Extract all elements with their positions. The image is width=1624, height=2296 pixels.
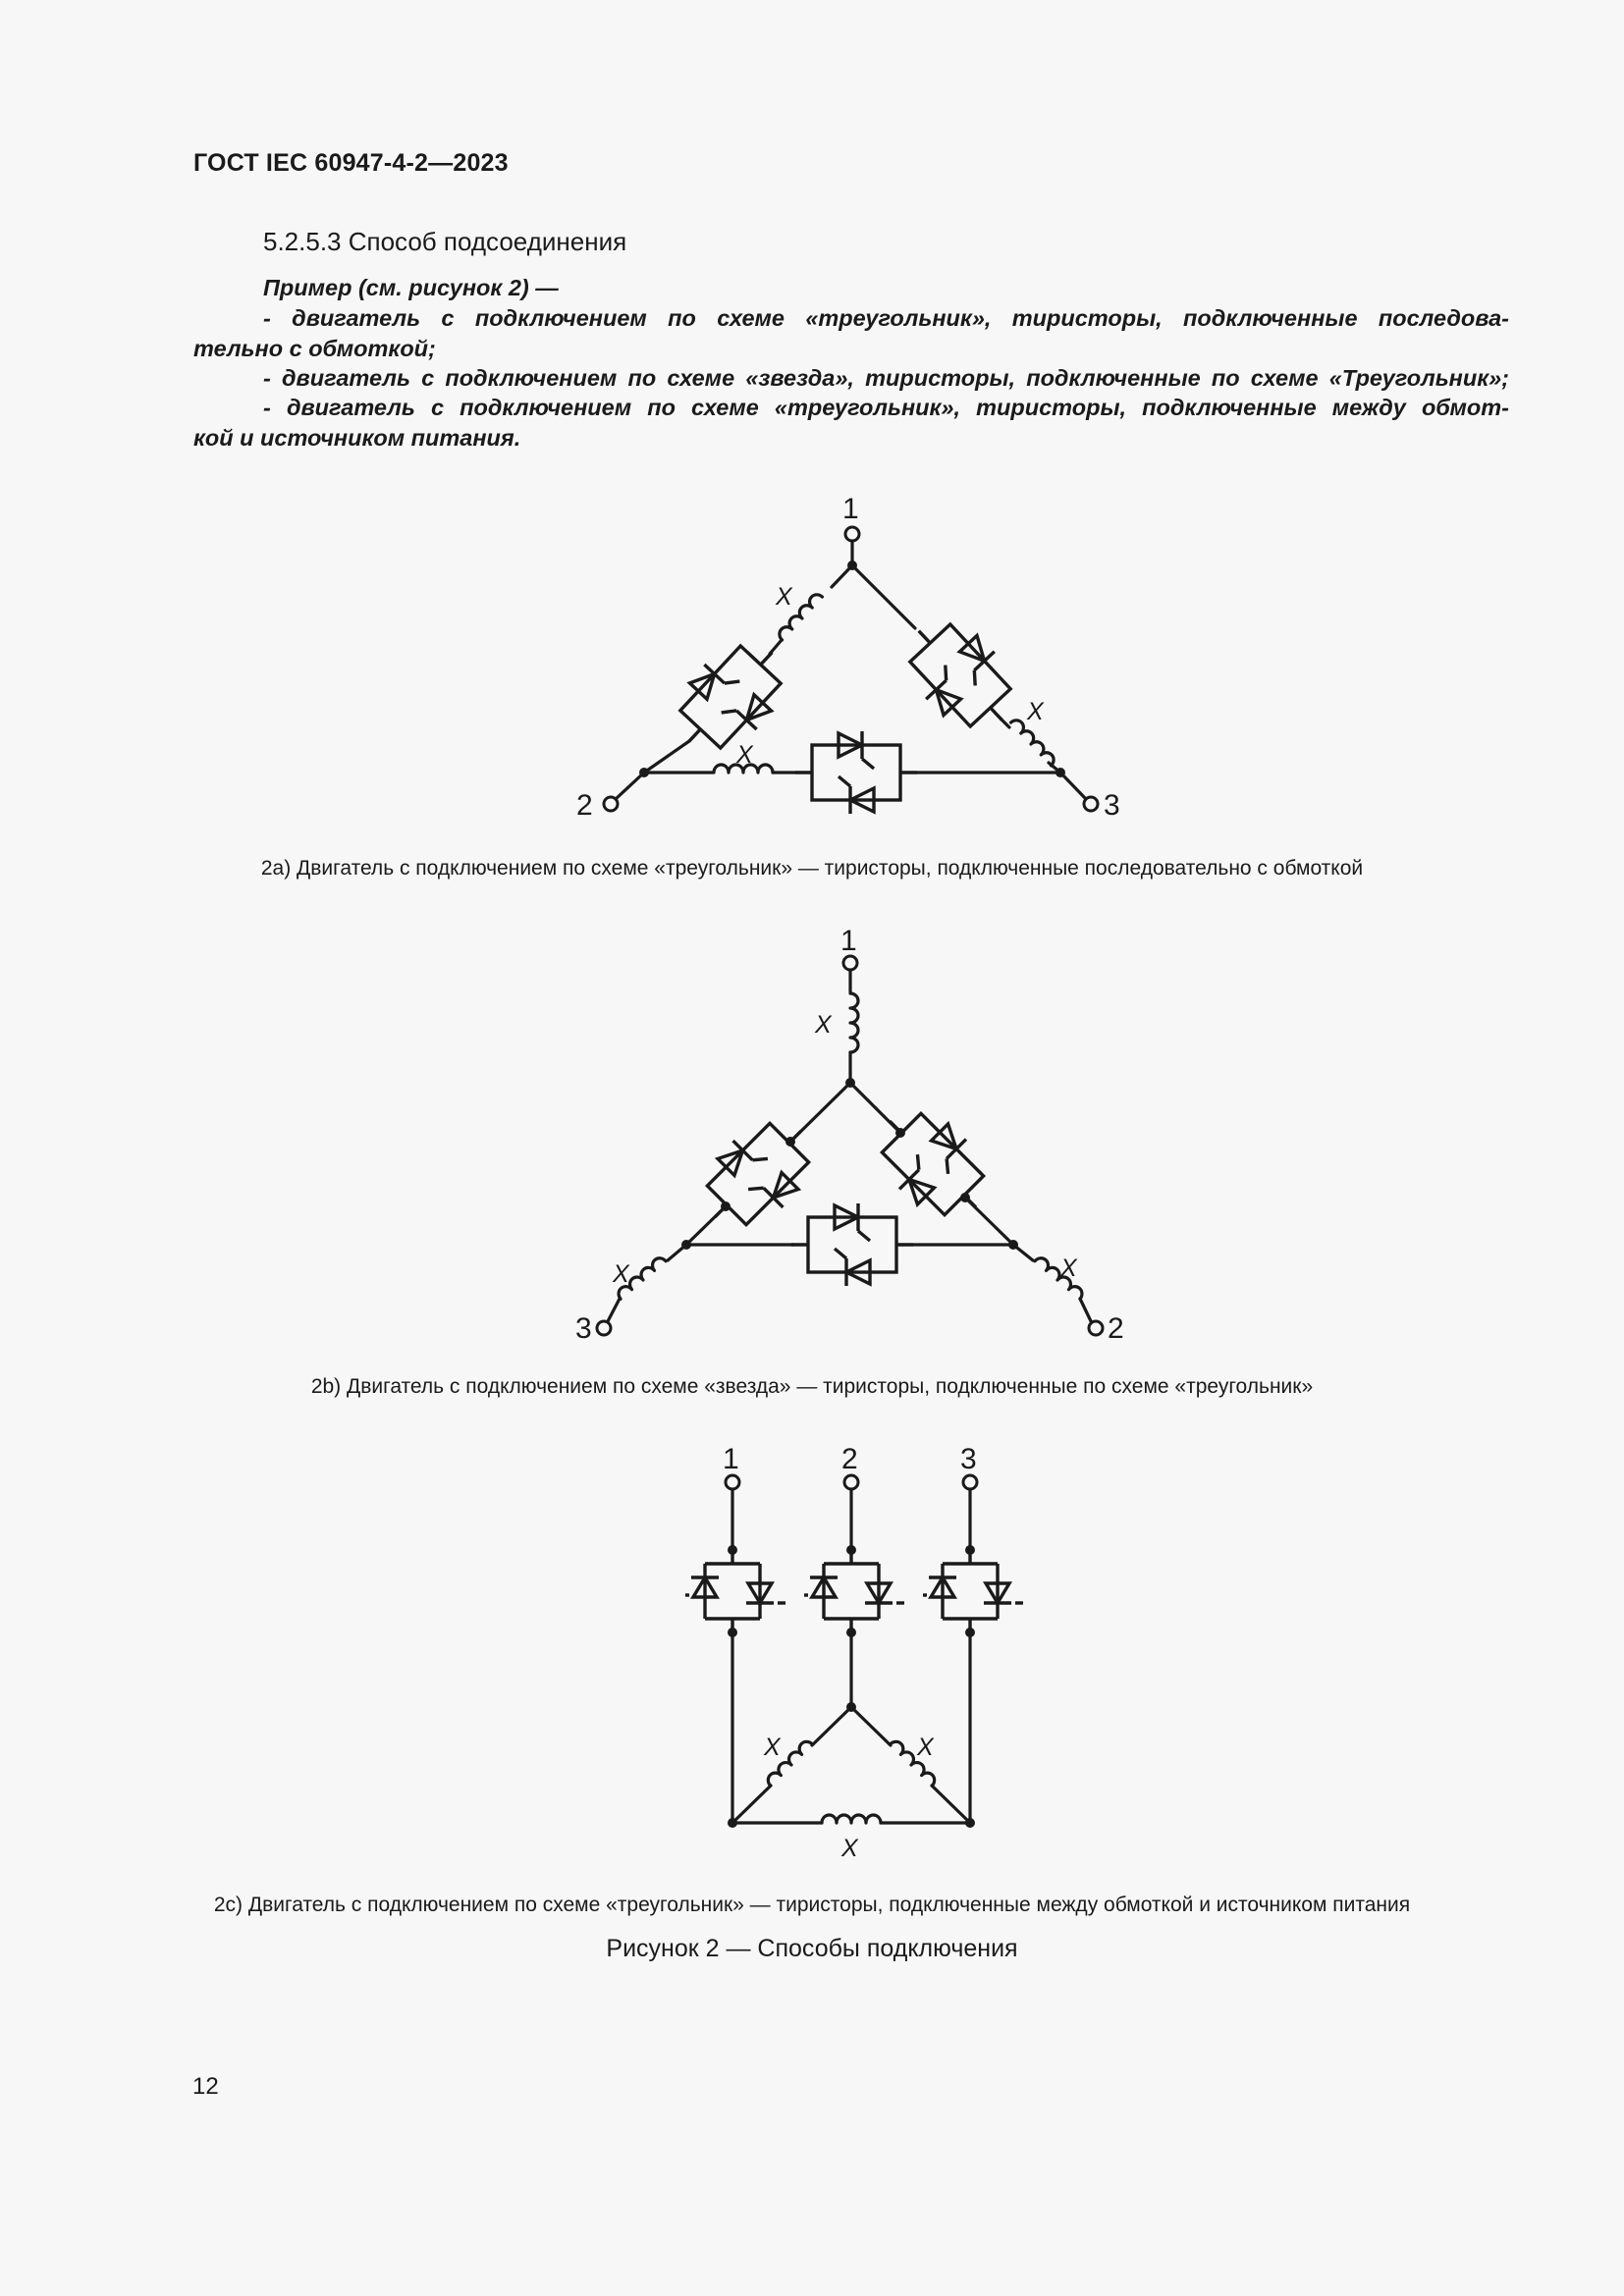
page-number: 12 [192,2073,219,2100]
thyristor-pair-icon [795,731,917,814]
list-item-1-line-2: тельно с обмоткой; [193,336,436,361]
winding-label: X [917,1734,934,1761]
caption-2b: 2b) Двигатель с подключением по схеме «звезда» — тиристоры, подключенные по схеме «треугольник» [310,1375,1314,1398]
terminal-2 [844,1475,858,1489]
terminal-label-3: 3 [575,1312,592,1345]
diagram-2b [575,925,1124,1345]
thyristor-pair-icon [791,1203,913,1286]
list-item-3-line-2: кой и источником питания. [193,425,521,451]
terminal-label-1: 1 [723,1443,739,1475]
winding-label: X [613,1260,629,1288]
figure-title: Рисунок 2 — Способы подключения [606,1935,1018,1962]
terminal-3 [963,1475,977,1489]
terminal-label-3: 3 [1104,789,1120,822]
list-item-3-line-1: - двигатель с подключением по схеме «треугольник», тиристоры, подключенные между обмот- [263,395,1509,420]
thyristor-pair-icon [685,1550,785,1632]
winding-label: X [764,1734,781,1761]
document-header: ГОСТ IEC 60947-4-2—2023 [193,149,509,177]
thyristor-pair-icon [923,1550,1023,1632]
winding-label: X [736,741,753,769]
terminal-1 [726,1475,739,1489]
terminal-label-1: 1 [840,925,857,957]
winding-label: X [815,1011,832,1039]
terminal-label-2: 2 [841,1443,858,1475]
list-item-1-line-1: - двигатель с подключением по схеме «треугольник», тиристоры, подключенные последова- [263,305,1509,331]
thyristor-pair-icon [804,1550,904,1632]
terminal-1 [843,956,857,970]
terminal-label-2: 2 [1108,1312,1124,1345]
terminal-1 [845,527,859,541]
winding-label: X [841,1835,858,1862]
terminal-3 [597,1321,611,1335]
list-item-2: - двигатель с подключением по схеме «звезда», тиристоры, подключенные по схеме «Треугольник»; [263,365,1509,391]
caption-2c: 2c) Двигатель с подключением по схеме «треугольник» — тиристоры, подключенные между обмоткой и источником питания [213,1894,1411,1916]
winding-label: X [1027,698,1044,725]
diagram-2a [576,493,1120,822]
winding-label: X [776,583,792,611]
example-intro: Пример (см. рисунок 2) — [263,275,559,300]
diagram-2c [685,1443,1023,1862]
terminal-2 [1089,1321,1103,1335]
section-title: 5.2.5.3 Способ подсоединения [263,227,627,256]
terminal-label-3: 3 [960,1443,977,1475]
terminal-label-1: 1 [842,493,859,525]
winding-label: X [1060,1255,1077,1282]
terminal-label-2: 2 [576,789,593,822]
caption-2a: 2a) Двигатель с подключением по схеме «треугольник» — тиристоры, подключенные последовательно с обмоткой [260,857,1364,880]
